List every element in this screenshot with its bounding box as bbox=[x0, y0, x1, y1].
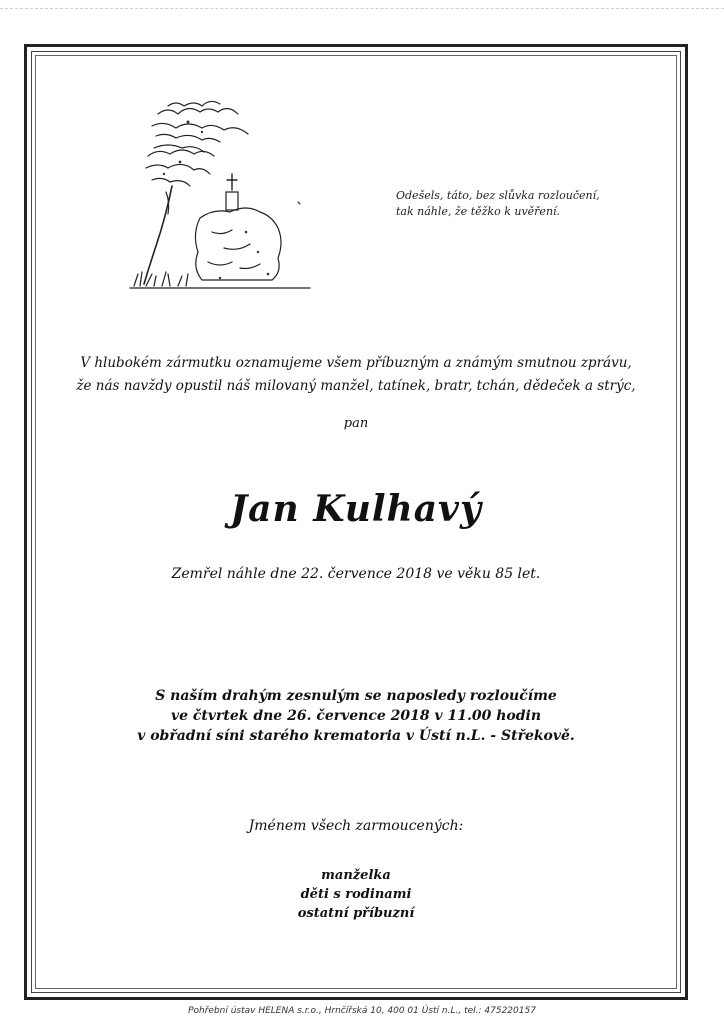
death-notice: Zemřel náhle dne 22. července 2018 ve věku 85 let. bbox=[171, 566, 541, 582]
tree-and-chapel-sketch-icon bbox=[128, 92, 314, 292]
mourner-relatives: ostatní příbuzní bbox=[297, 906, 415, 921]
on-behalf-of: Jménem všech zarmoucených: bbox=[248, 818, 464, 834]
mourner-spouse: manželka bbox=[321, 868, 391, 883]
intro-line-2: že nás navždy opustil náš milovaný manžel, tatínek, bratr, tchán, dědeček a strýc, bbox=[76, 378, 636, 394]
deceased-name: Jan Kulhavý bbox=[230, 488, 482, 530]
intro-line-1: V hlubokém zármutku oznamujeme všem příbuzným a známým smutnou zprávu, bbox=[80, 355, 632, 371]
poem-line-1: Odešels, táto, bez slůvka rozloučení, bbox=[396, 189, 600, 202]
funeral-home-footer: Pohřební ústav HELENA s.r.o., Hrnčířská 10, 400 01 Ústí n.L., tel.: 475220157 bbox=[188, 1006, 536, 1016]
funeral-details bbox=[40, 686, 672, 746]
scan-edge-line bbox=[0, 8, 724, 9]
farewell-line-1: S naším drahým zesnulým se naposledy rozloučíme bbox=[155, 688, 557, 704]
announcement-intro bbox=[40, 352, 672, 398]
mourners-list bbox=[40, 866, 672, 923]
farewell-line-3: v obřadní síni starého krematoria v Ústí n.L. - Střekově. bbox=[137, 728, 575, 744]
salutation: pan bbox=[343, 416, 369, 431]
farewell-line-2: ve čtvrtek dne 26. července 2018 v 11.00 hodin bbox=[170, 708, 542, 724]
memorial-poem bbox=[396, 188, 626, 220]
poem-line-2: tak náhle, že těžko k uvěření. bbox=[396, 205, 561, 218]
mourner-children: děti s rodinami bbox=[300, 887, 412, 902]
